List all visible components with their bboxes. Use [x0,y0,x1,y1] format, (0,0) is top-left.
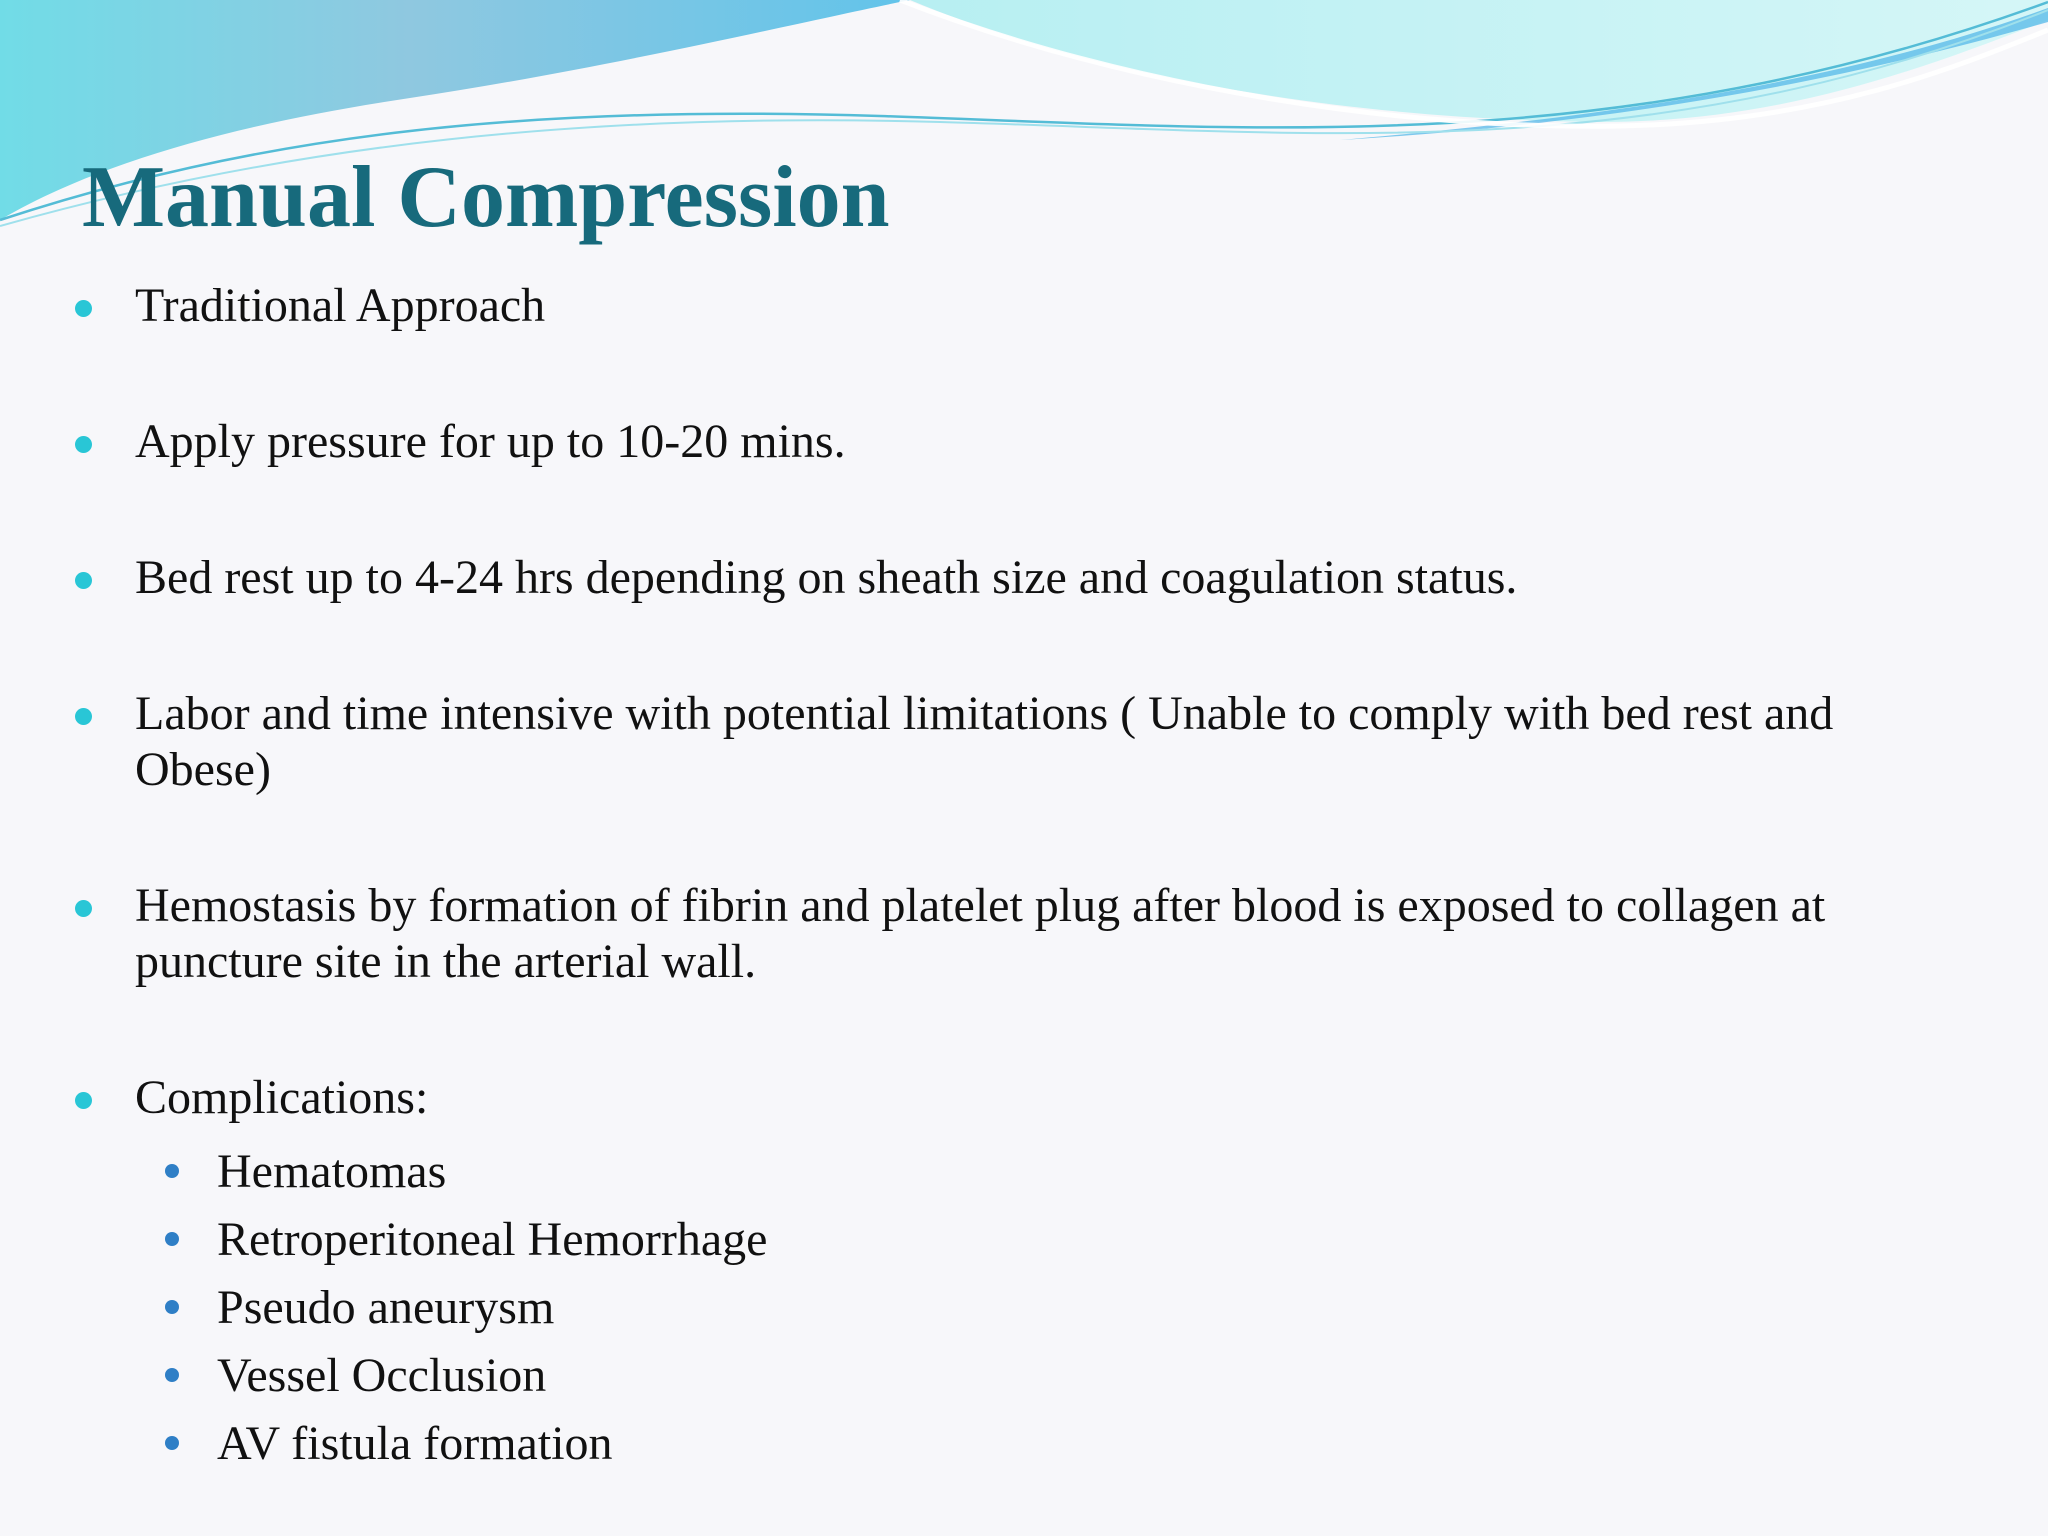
complication-text: Hematomas [217,1145,447,1198]
complication-item-hematomas [135,1138,1972,1206]
subbullet-circle-icon [165,1368,179,1382]
bullet-apply-pressure [72,414,1972,470]
bullet-traditional-approach [72,278,1972,334]
bullet-bed-rest [72,550,1972,606]
bullet-hemostasis [72,878,1972,990]
bullet-text: Traditional Approach [135,279,546,332]
subbullet-circle-icon [165,1232,179,1246]
bullet-circle-icon [75,1092,92,1109]
bullet-circle-icon [75,900,92,917]
slide-title: Manual Compression [82,149,890,246]
complication-text: Retroperitoneal Hemorrhage [217,1213,768,1266]
subbullet-circle-icon [165,1436,179,1450]
complication-item-av-fistula-formation [135,1410,1972,1478]
complication-item-pseudo-aneurysm [135,1274,1972,1342]
complication-text: AV fistula formation [217,1417,613,1470]
slide-content [72,278,1972,1478]
bullet-circle-icon [75,300,92,317]
bullet-text: Bed rest up to 4-24 hrs depending on sheath size and coagulation status. [135,551,1518,604]
bullet-text: Labor and time intensive with potential limitations ( Unable to comply with bed rest and Obese) [135,687,1834,796]
complication-text: Vessel Occlusion [217,1349,547,1402]
complication-item-retroperitoneal-hemorrhage [135,1206,1972,1274]
complication-text: Pseudo aneurysm [217,1281,555,1334]
complications-list [135,1138,1972,1478]
bullet-circle-icon [75,572,92,589]
subbullet-circle-icon [165,1164,179,1178]
bullet-text: Hemostasis by formation of fibrin and platelet plug after blood is exposed to collagen at puncture site in the arterial wall. [135,879,1826,988]
bullet-circle-icon [75,708,92,725]
bullet-complications [72,1070,1972,1478]
bullet-text: Apply pressure for up to 10-20 mins. [135,415,846,468]
bullet-labor-time-intensive [72,686,1972,798]
subbullet-circle-icon [165,1300,179,1314]
bullet-circle-icon [75,436,92,453]
bullet-text: Complications: [135,1071,429,1124]
complication-item-vessel-occlusion [135,1342,1972,1410]
